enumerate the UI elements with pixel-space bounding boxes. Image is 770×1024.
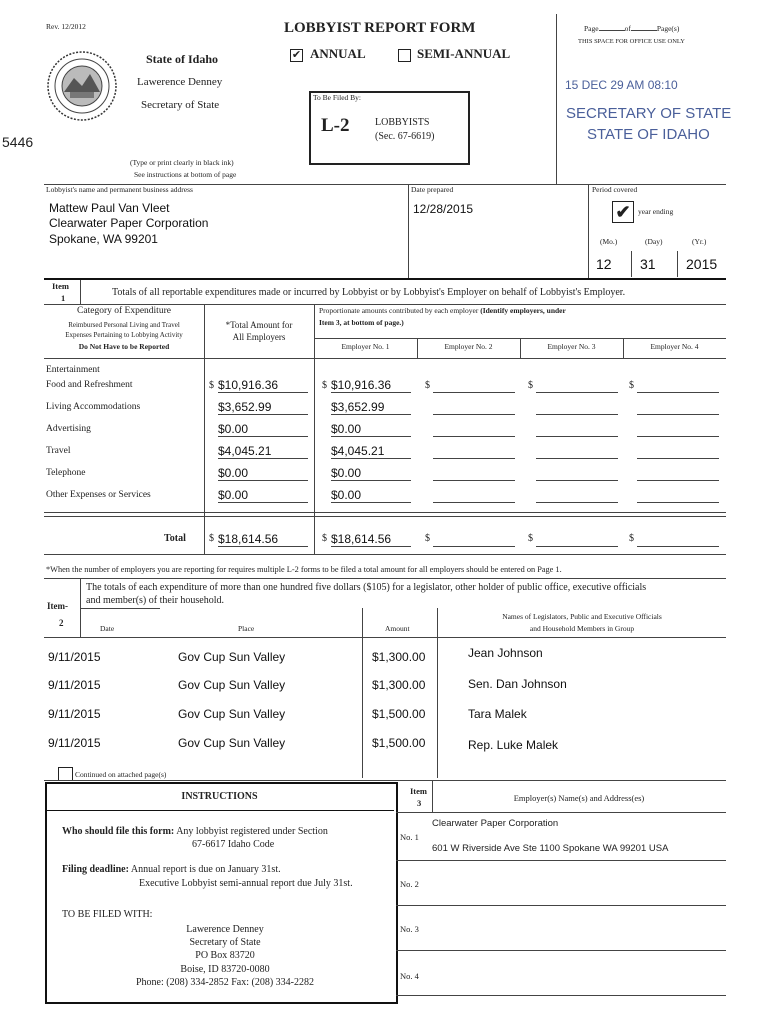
expense-label: Food and Refreshment bbox=[46, 380, 133, 390]
deadline-text-2: Executive Lobbyist semi-annual report due July 31st. bbox=[139, 878, 353, 889]
prop-header-2: (Identify employers, under bbox=[480, 306, 566, 315]
gift-amount[interactable]: $1,500.00 bbox=[372, 736, 426, 750]
names-header-1: Names of Legislators, Public and Executive Officials bbox=[502, 612, 662, 621]
total-employer-4[interactable] bbox=[637, 532, 719, 547]
state-label: State of Idaho bbox=[146, 52, 219, 66]
gift-date[interactable]: 9/11/2015 bbox=[48, 678, 101, 692]
gift-amount[interactable]: $1,300.00 bbox=[372, 678, 426, 692]
instructions-title: INSTRUCTIONS bbox=[181, 791, 258, 802]
expense-employer-1[interactable]: $0.00 bbox=[331, 466, 411, 481]
gift-amount[interactable]: $1,300.00 bbox=[372, 650, 426, 664]
expense-employer-1[interactable]: $10,916.36 bbox=[331, 378, 411, 393]
who-text-2: 67-6617 Idaho Code bbox=[192, 839, 275, 850]
expense-employer-4[interactable] bbox=[637, 444, 719, 459]
form-section: (Sec. 67-6619) bbox=[375, 131, 435, 142]
continued-checkbox[interactable] bbox=[58, 767, 73, 781]
who-label: Who should file this form: bbox=[62, 826, 175, 837]
expense-label: Advertising bbox=[46, 424, 91, 434]
place-header: Place bbox=[238, 624, 255, 633]
expense-dollar: $ bbox=[209, 380, 214, 391]
gift-place[interactable]: Gov Cup Sun Valley bbox=[178, 736, 286, 750]
item1-number: 1 bbox=[61, 293, 66, 303]
filing-deadline bbox=[62, 864, 281, 875]
secretary-title: Secretary of State bbox=[141, 99, 220, 111]
expense-employer-3[interactable] bbox=[536, 378, 618, 393]
expense-employer-3[interactable] bbox=[536, 488, 618, 503]
expense-dollar: $ bbox=[322, 380, 327, 391]
period-label: Period covered bbox=[592, 185, 638, 194]
month-label: (Mo.) bbox=[600, 237, 618, 246]
expense-employer-1[interactable]: $3,652.99 bbox=[331, 400, 411, 415]
total-employer-1[interactable]: $18,614.56 bbox=[331, 532, 411, 547]
gift-place[interactable]: Gov Cup Sun Valley bbox=[178, 650, 286, 664]
date-prepared-label: Date prepared bbox=[411, 185, 454, 194]
item3-label: Item bbox=[410, 786, 427, 796]
pages-label: Page(s) bbox=[656, 24, 680, 33]
side-number: 5446 bbox=[2, 134, 34, 150]
item2-number: 2 bbox=[59, 618, 64, 628]
year-ending-label: year ending bbox=[638, 207, 674, 216]
revision: Rev. 12/2012 bbox=[46, 22, 86, 31]
total-employer-3[interactable] bbox=[536, 532, 618, 547]
expense-employer-1[interactable]: $4,045.21 bbox=[331, 444, 411, 459]
employer-no-4: No. 4 bbox=[400, 971, 419, 981]
expense-employer-2[interactable] bbox=[433, 378, 515, 393]
date-prepared[interactable]: 12/28/2015 bbox=[413, 202, 474, 216]
semi-annual-label: SEMI-ANNUAL bbox=[417, 46, 511, 61]
category-header: Category of Expenditure bbox=[77, 306, 171, 316]
expense-employer-1[interactable]: $0.00 bbox=[331, 422, 411, 437]
prop-header bbox=[319, 306, 566, 315]
expense-employer-4[interactable] bbox=[637, 466, 719, 481]
prop-header-1: Proportionate amounts contributed by each employer bbox=[319, 306, 479, 315]
category-note-2: Expenses Pertaining to Lobbying Activity bbox=[65, 331, 183, 339]
expense-dollar: $ bbox=[425, 380, 430, 391]
item1-description: Totals of all reportable expenditures made or incurred by Lobbyist or by Lobbyist's Employer on behalf of Lobbyist's Employer. bbox=[112, 287, 626, 298]
item1-label: Item bbox=[52, 281, 69, 291]
form-code: L-2 bbox=[321, 115, 350, 136]
continued-label: Continued on attached page(s) bbox=[75, 770, 167, 779]
phone-fax: Phone: (208) 334-2852 Fax: (208) 334-2282 bbox=[135, 977, 315, 988]
address-line-2: Secretary of State bbox=[189, 937, 261, 948]
type-note-1: (Type or print clearly in black ink) bbox=[130, 158, 234, 167]
item2-label: Item- bbox=[47, 601, 68, 611]
address-line-4: Boise, ID 83720-0080 bbox=[180, 964, 270, 975]
expense-employer-3[interactable] bbox=[536, 422, 618, 437]
page-label: Page bbox=[584, 24, 599, 33]
expense-dollar: $ bbox=[528, 380, 533, 391]
expense-employer-2[interactable] bbox=[433, 466, 515, 481]
stamp-date: 15 DEC 29 AM 08:10 bbox=[565, 78, 678, 92]
gift-recipient[interactable]: Sen. Dan Johnson bbox=[468, 677, 567, 691]
gift-recipient[interactable]: Tara Malek bbox=[468, 707, 527, 721]
expense-dollar: $ bbox=[629, 380, 634, 391]
gift-date[interactable]: 9/11/2015 bbox=[48, 736, 101, 750]
gift-date[interactable]: 9/11/2015 bbox=[48, 650, 101, 664]
office-use-note: THIS SPACE FOR OFFICE USE ONLY bbox=[578, 38, 685, 45]
expense-label: Living Accommodations bbox=[46, 402, 141, 412]
gift-recipient[interactable]: Jean Johnson bbox=[468, 646, 543, 660]
expense-employer-2[interactable] bbox=[433, 488, 515, 503]
address-line-1: Lawerence Denney bbox=[186, 924, 264, 935]
item3-header: Employer(s) Name(s) and Address(es) bbox=[513, 793, 645, 803]
expense-employer-2[interactable] bbox=[433, 422, 515, 437]
expense-total[interactable]: $0.00 bbox=[218, 466, 308, 481]
employer-3-header: Employer No. 3 bbox=[547, 342, 596, 351]
prop-header-3: Item 3, at bottom of page.) bbox=[319, 318, 404, 327]
annual-label: ANNUAL bbox=[310, 46, 366, 61]
item2-description-2: and member(s) of their household. bbox=[86, 595, 225, 606]
expense-total[interactable]: $0.00 bbox=[218, 488, 308, 503]
gift-date[interactable]: 9/11/2015 bbox=[48, 707, 101, 721]
expense-label: Other Expenses or Services bbox=[46, 490, 151, 500]
employer-1-header: Employer No. 1 bbox=[341, 342, 390, 351]
lobbyist-label: Lobbyist's name and permanent business address bbox=[46, 185, 193, 194]
day-label: (Day) bbox=[645, 237, 663, 246]
expense-total[interactable]: $10,916.36 bbox=[218, 378, 308, 393]
employer-footnote: *When the number of employers you are reporting for requires multiple L-2 forms to be filed a total amount for all employers should be entered on Page 1. bbox=[46, 565, 562, 574]
date-header: Date bbox=[100, 624, 115, 633]
expense-label: Travel bbox=[46, 446, 71, 456]
deadline-text-1: Annual report is due on January 31st. bbox=[130, 864, 281, 875]
deadline-label: Filing deadline: bbox=[62, 864, 129, 875]
secretary-name: Lawerence Denney bbox=[137, 76, 223, 88]
gift-place[interactable]: Gov Cup Sun Valley bbox=[178, 678, 286, 692]
type-note-2: See instructions at bottom of page bbox=[134, 170, 237, 179]
total-emp1-dollar: $ bbox=[322, 533, 327, 544]
employer-4-header: Employer No. 4 bbox=[650, 342, 699, 351]
expense-total[interactable]: $3,652.99 bbox=[218, 400, 308, 415]
expense-employer-1[interactable]: $0.00 bbox=[331, 488, 411, 503]
address-line-3: PO Box 83720 bbox=[195, 950, 255, 961]
filed-with-label: TO BE FILED WITH: bbox=[62, 909, 153, 920]
total-employer-2[interactable] bbox=[433, 532, 515, 547]
entertainment-label: Entertainment bbox=[46, 365, 100, 375]
year-label: (Yr.) bbox=[692, 237, 707, 246]
employer-no-1: No. 1 bbox=[400, 832, 419, 842]
of-label: of bbox=[624, 24, 631, 33]
expense-employer-2[interactable] bbox=[433, 444, 515, 459]
total-header-1: *Total Amount for bbox=[225, 320, 293, 330]
expense-employer-4[interactable] bbox=[637, 400, 719, 415]
names-header-2: and Household Members in Group bbox=[529, 624, 635, 633]
employer-no-2: No. 2 bbox=[400, 879, 419, 889]
who-should-file bbox=[62, 826, 328, 837]
lobbyist-company[interactable]: Clearwater Paper Corporation bbox=[49, 216, 209, 230]
total-dollar: $ bbox=[209, 533, 214, 544]
to-be-filed-by: To Be Filed By: bbox=[313, 93, 362, 102]
idaho-seal-icon bbox=[46, 50, 118, 122]
period-day[interactable]: 31 bbox=[640, 256, 656, 272]
form-type: LOBBYISTS bbox=[375, 117, 430, 128]
gift-place[interactable]: Gov Cup Sun Valley bbox=[178, 707, 286, 721]
form-title: LOBBYIST REPORT FORM bbox=[284, 20, 476, 36]
annual-checkbox[interactable]: ✔ bbox=[291, 49, 302, 61]
item3-number: 3 bbox=[417, 798, 422, 808]
total-emp2-dollar: $ bbox=[425, 533, 430, 544]
employer-1-address[interactable]: 601 W Riverside Ave Ste 1100 Spokane WA 99201 USA bbox=[432, 843, 669, 854]
total-header-2: All Employers bbox=[232, 332, 286, 342]
expense-employer-4[interactable] bbox=[637, 378, 719, 393]
total-all-employers[interactable]: $18,614.56 bbox=[218, 532, 308, 547]
who-text-1: Any lobbyist registered under Section bbox=[176, 826, 328, 837]
expense-total[interactable]: $4,045.21 bbox=[218, 444, 308, 459]
year-ending-checkbox[interactable]: ✔ bbox=[612, 201, 634, 223]
expense-total[interactable]: $0.00 bbox=[218, 422, 308, 437]
gift-amount[interactable]: $1,500.00 bbox=[372, 707, 426, 721]
lobbyist-city[interactable]: Spokane, WA 99201 bbox=[49, 232, 158, 246]
total-label: Total bbox=[164, 533, 186, 544]
period-month[interactable]: 12 bbox=[596, 256, 612, 272]
expense-employer-3[interactable] bbox=[536, 466, 618, 481]
gift-recipient[interactable]: Rep. Luke Malek bbox=[468, 738, 559, 752]
employer-no-3: No. 3 bbox=[400, 924, 419, 934]
expense-employer-4[interactable] bbox=[637, 488, 719, 503]
page-count bbox=[584, 24, 679, 33]
stamp-line-2: STATE OF IDAHO bbox=[587, 126, 710, 143]
amount-header: Amount bbox=[385, 624, 410, 633]
employer-1-name[interactable]: Clearwater Paper Corporation bbox=[432, 818, 559, 829]
expense-employer-4[interactable] bbox=[637, 422, 719, 437]
expense-employer-3[interactable] bbox=[536, 444, 618, 459]
expense-employer-3[interactable] bbox=[536, 400, 618, 415]
lobbyist-name[interactable]: Mattew Paul Van Vleet bbox=[49, 201, 170, 215]
stamp-line-1: SECRETARY OF STATE bbox=[566, 105, 732, 122]
period-year[interactable]: 2015 bbox=[686, 256, 718, 272]
category-note-3: Do Not Have to be Reported bbox=[78, 342, 170, 351]
expense-label: Telephone bbox=[46, 468, 86, 478]
total-emp4-dollar: $ bbox=[629, 533, 634, 544]
item2-description-1: The totals of each expenditure of more than one hundred five dollars ($105) for a legislator, other holder of public office, executive officials bbox=[86, 582, 647, 593]
category-note-1: Reimbursed Personal Living and Travel bbox=[68, 321, 180, 329]
total-emp3-dollar: $ bbox=[528, 533, 533, 544]
semi-annual-checkbox[interactable] bbox=[398, 49, 411, 62]
expense-employer-2[interactable] bbox=[433, 400, 515, 415]
employer-2-header: Employer No. 2 bbox=[444, 342, 493, 351]
